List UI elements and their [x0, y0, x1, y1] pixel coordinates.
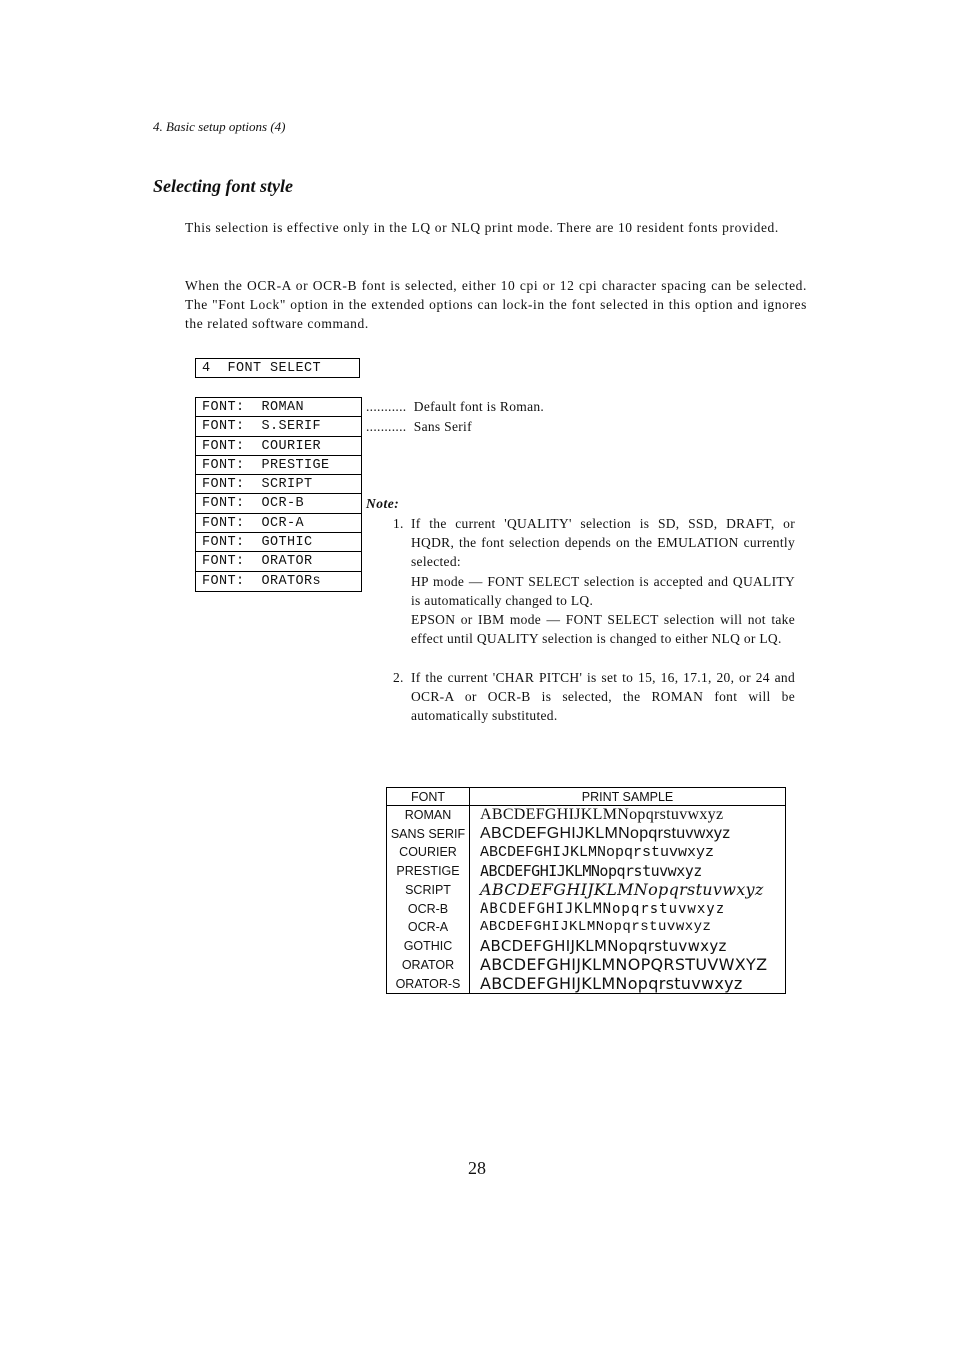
table-row: [387, 899, 786, 918]
font-sample-cell: ABCDEFGHIJKLMNopqrstuvwxyz: [480, 900, 726, 917]
column-header-sample: PRINT SAMPLE: [470, 788, 786, 806]
page-number: 28: [468, 1158, 486, 1178]
font-sample-cell: ABCDEFGHIJKLMNopqrstuvwxyz: [480, 880, 764, 900]
font-sample-cell: ABCDEFGHIJKLMNopqrstuvwxyz: [480, 806, 724, 824]
note-text: If the current 'CHAR PITCH' is set to 15, 16, 17.1, 20, or 24 and OCR-A or OCR-B is selected, the ROMAN font will be automatically substituted.: [411, 670, 795, 724]
font-sample-cell: ABCDEFGHIJKLMNopqrstuvwxyz: [480, 862, 702, 881]
font-sample-cell: ABCDEFGHIJKLMNopqrstuvwxyz: [480, 843, 715, 861]
table-row: [387, 937, 786, 956]
menu-heading-box: [195, 358, 360, 378]
note-text: EPSON or IBM mode — FONT SELECT selection will not take effect until QUALITY selection is changed to either NLQ or LQ.: [411, 612, 795, 647]
font-option-prestige: FONT: PRESTIGE: [196, 456, 361, 475]
table-row: [387, 918, 786, 937]
table-row: [387, 825, 786, 844]
font-sample-cell: ABCDEFGHIJKLMNopqrstuvwxyz: [480, 824, 731, 842]
table-row: [387, 862, 786, 881]
sserif-description: ........... Sans Serif: [366, 419, 472, 434]
section-header: 4. Basic setup options (4): [153, 119, 286, 134]
font-sample-cell: ABCDEFGHIJKLMNopqrstuvwxyz: [480, 974, 743, 994]
note-text: If the current 'QUALITY' selection is SD, SSD, DRAFT, or HQDR, the font selection depends on the EMULATION currently selected:: [411, 516, 795, 570]
table-row: [387, 955, 786, 974]
column-header-font: FONT: [387, 788, 470, 806]
intro-paragraph: This selection is effective only in the LQ or NLQ print mode. There are 10 resident fonts provided.: [185, 220, 779, 235]
font-option-gothic: FONT: GOTHIC: [196, 533, 361, 552]
font-name-cell: GOTHIC: [387, 937, 470, 956]
note-text: HP mode — FONT SELECT selection is accepted and QUALITY is automatically changed to LQ.: [411, 573, 795, 608]
page-title: Selecting font style: [153, 176, 293, 196]
font-name-cell: COURIER: [387, 843, 470, 862]
font-name-cell: PRESTIGE: [387, 862, 470, 881]
note-label: Note:: [366, 496, 400, 511]
font-option-ocra: FONT: OCR-A: [196, 514, 361, 533]
note-number: 2.: [393, 670, 404, 685]
font-sample-cell: ABCDEFGHIJKLMNopqrstuvwxyz: [480, 919, 712, 936]
font-sample-cell: ABCDEFGHIJKLMNopqrstuvwxyz: [480, 936, 727, 955]
font-name-cell: OCR-A: [387, 918, 470, 937]
note-number: 1.: [393, 516, 404, 531]
font-name-cell: ORATOR-S: [387, 974, 470, 994]
roman-description: ........... Default font is Roman.: [366, 399, 545, 414]
font-sample-cell: ABCDEFGHIJKLMNOPQRSTUVWXYZ: [480, 955, 768, 975]
font-option-orator: FONT: ORATOR: [196, 552, 361, 571]
font-option-ocrb: FONT: OCR-B: [196, 494, 361, 513]
table-row: [387, 974, 786, 994]
print-sample-table: [386, 787, 786, 994]
menu-heading: 4 FONT SELECT: [202, 361, 322, 376]
table-row: [387, 880, 786, 899]
font-option-list: [195, 397, 362, 592]
note-item-1: [393, 514, 795, 648]
font-option-script: FONT: SCRIPT: [196, 475, 361, 494]
table-row: [387, 843, 786, 862]
font-option-roman: FONT: ROMAN: [196, 398, 361, 417]
font-option-sserif: FONT: S.SERIF: [196, 417, 361, 436]
font-name-cell: SANS SERIF: [387, 825, 470, 844]
font-name-cell: OCR-B: [387, 899, 470, 918]
font-option-courier: FONT: COURIER: [196, 437, 361, 456]
font-name-cell: SCRIPT: [387, 880, 470, 899]
table-row: [387, 806, 786, 825]
note-item-2: [393, 668, 795, 726]
font-name-cell: ORATOR: [387, 955, 470, 974]
font-name-cell: ROMAN: [387, 806, 470, 825]
ocr-paragraph: When the OCR-A or OCR-B font is selected, either 10 cpi or 12 cpi character spacing can be selected. The "Font Lock" option in the extended options can lock-in the font selected in this option and ignores the related software command.: [185, 278, 807, 331]
font-option-orators: FONT: ORATORs: [202, 573, 322, 589]
